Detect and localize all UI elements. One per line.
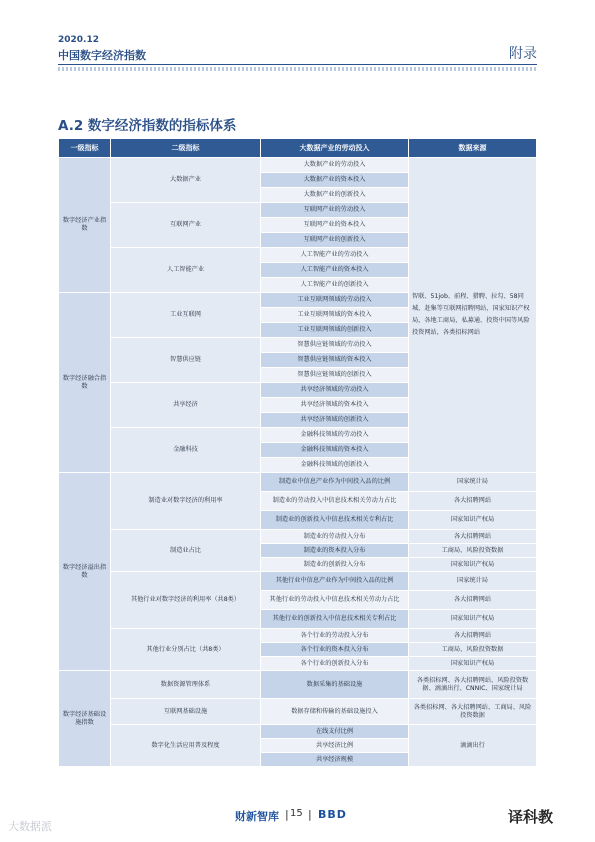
level2-cell: 其他行业分别占比（共8类） xyxy=(111,629,261,671)
level3-cell: 各个行业的创新投入分布 xyxy=(261,657,409,671)
level3-cell: 金融科技领域的劳动投入 xyxy=(261,428,409,443)
header-rule xyxy=(58,64,537,65)
level3-cell: 金融科技领域的资本投入 xyxy=(261,443,409,458)
level3-cell: 人工智能产业的创新投入 xyxy=(261,278,409,293)
level2-cell: 数字化生活应用普及程度 xyxy=(111,725,261,767)
source-cell: 国家统计局 xyxy=(409,572,537,591)
level3-cell: 大数据产业的资本投入 xyxy=(261,173,409,188)
level3-cell: 制造业的劳动投入分布 xyxy=(261,530,409,544)
level3-cell: 共享经济领域的创新投入 xyxy=(261,413,409,428)
level2-cell: 智慧供应链 xyxy=(111,338,261,383)
level3-cell: 金融科技领域的创新投入 xyxy=(261,458,409,473)
section-title: A.2 数字经济指数的指标体系 xyxy=(58,118,237,134)
level3-cell: 人工智能产业的劳动投入 xyxy=(261,248,409,263)
table-row xyxy=(59,699,537,725)
level2-cell: 金融科技 xyxy=(111,428,261,473)
level3-cell: 智慧供应链领域的资本投入 xyxy=(261,353,409,368)
source-cell: 国家知识产权局 xyxy=(409,511,537,530)
level3-cell: 其他行业中信息产业作为中间投入品的比例 xyxy=(261,572,409,591)
header-year: 2020.12 xyxy=(58,35,99,45)
level3-cell: 互联网产业的创新投入 xyxy=(261,233,409,248)
table-row xyxy=(59,725,537,739)
level3-cell: 智慧供应链领域的创新投入 xyxy=(261,368,409,383)
level1-cell: 数字经济溢出指数 xyxy=(59,473,111,671)
level1-cell: 数字经济融合指数 xyxy=(59,293,111,473)
source-cell: 国家知识产权局 xyxy=(409,610,537,629)
level3-cell: 共享经济领域的资本投入 xyxy=(261,398,409,413)
level3-cell: 制造业的创新投入中信息技术相关专利占比 xyxy=(261,511,409,530)
level3-cell: 制造业的创新投入分布 xyxy=(261,558,409,572)
source-cell: 各大招聘网站 xyxy=(409,530,537,544)
level2-cell: 制造业占比 xyxy=(111,530,261,572)
level3-cell: 制造业中信息产业作为中间投入品的比例 xyxy=(261,473,409,492)
level3-cell: 其他行业的劳动投入中信息技术相关劳动力占比 xyxy=(261,591,409,610)
level2-cell: 数据资源管理体系 xyxy=(111,671,261,699)
footer-brand: 财新智库 xyxy=(235,810,279,823)
table-row xyxy=(59,572,537,591)
level2-cell: 互联网产业 xyxy=(111,203,261,248)
watermark-left: 大数据派 xyxy=(8,820,52,833)
level3-cell: 其他行业的创新投入中信息技术相关专利占比 xyxy=(261,610,409,629)
level1-cell: 数字经济基础设施指数 xyxy=(59,671,111,767)
level3-cell: 制造业的劳动投入中信息技术相关劳动力占比 xyxy=(261,492,409,511)
table-row xyxy=(59,671,537,699)
level3-cell: 各个行业的劳动投入分布 xyxy=(261,629,409,643)
level3-cell: 工业互联网领域的资本投入 xyxy=(261,308,409,323)
level3-cell: 制造业的资本投入分布 xyxy=(261,544,409,558)
header-source: 数据来源 xyxy=(409,139,537,158)
source-cell: 国家统计局 xyxy=(409,473,537,492)
level3-cell: 互联网产业的资本投入 xyxy=(261,218,409,233)
source-cell: 各类招标网、各大招聘网站、风险投资数据、滴滴出行、CNNIC、国家统计局 xyxy=(409,671,537,699)
level3-cell: 数据采集的基础设施 xyxy=(261,671,409,699)
source-cell: 各类招标网、各大招聘网站、工商局、风险投资数据 xyxy=(409,699,537,725)
level3-cell: 在线支付比例 xyxy=(261,725,409,739)
table-row xyxy=(59,530,537,544)
level3-cell: 人工智能产业的资本投入 xyxy=(261,263,409,278)
watermark-right: 译科教 xyxy=(508,808,554,826)
table-row xyxy=(59,473,537,492)
level3-cell: 共享经济比例 xyxy=(261,739,409,753)
header-section-label: 附录 xyxy=(509,46,537,62)
footer-logo: BBD xyxy=(318,808,347,821)
level3-cell: 工业互联网领域的劳动投入 xyxy=(261,293,409,308)
level3-cell: 数据存储和传输的基础设施投入 xyxy=(261,699,409,725)
source-cell: 各大招聘网站 xyxy=(409,591,537,610)
page-number: 15 xyxy=(290,808,303,819)
footer-separator: | xyxy=(285,808,289,821)
level3-cell: 互联网产业的劳动投入 xyxy=(261,203,409,218)
source-cell: 各大招聘网站 xyxy=(409,629,537,643)
source-cell: 工商局、风险投资数据 xyxy=(409,643,537,657)
header-level3: 大数据产业的劳动投入 xyxy=(261,139,409,158)
level2-cell: 其他行业对数字经济的利用率（共8类） xyxy=(111,572,261,629)
level3-cell: 工业互联网领域的创新投入 xyxy=(261,323,409,338)
table-row xyxy=(59,158,537,173)
source-cell: 滴滴出行 xyxy=(409,725,537,767)
level3-cell: 智慧供应链领域的劳动投入 xyxy=(261,338,409,353)
header-level1: 一级指标 xyxy=(59,139,111,158)
source-cell: 工商局、风险投资数据 xyxy=(409,544,537,558)
table-row xyxy=(59,629,537,643)
footer-separator: | xyxy=(308,808,312,821)
level3-cell: 共享经济规模 xyxy=(261,753,409,767)
level3-cell: 各个行业的资本投入分布 xyxy=(261,643,409,657)
level1-cell: 数字经济产业指数 xyxy=(59,158,111,293)
source-cell: 国家知识产权局 xyxy=(409,558,537,572)
level2-cell: 人工智能产业 xyxy=(111,248,261,293)
source-cell: 国家知识产权局 xyxy=(409,657,537,671)
table-header-row xyxy=(59,139,537,158)
level2-cell: 互联网基础设施 xyxy=(111,699,261,725)
source-cell: 各大招聘网站 xyxy=(409,492,537,511)
level2-cell: 大数据产业 xyxy=(111,158,261,203)
level2-cell: 共享经济 xyxy=(111,383,261,428)
header-title: 中国数字经济指数 xyxy=(58,49,146,62)
level3-cell: 大数据产业的劳动投入 xyxy=(261,158,409,173)
header-dotted-rule xyxy=(58,67,537,71)
indicator-table xyxy=(58,138,537,767)
source-cell: 智联、51job、前程、猎聘、拉勾、58同城、赶集等互联网招聘网站，国家知识产权局，各地工商局，私募通、投资中国等风险投资网站，各类招标网站 xyxy=(409,158,537,473)
level3-cell: 共享经济领域的劳动投入 xyxy=(261,383,409,398)
header-level2: 二级指标 xyxy=(111,139,261,158)
level2-cell: 工业互联网 xyxy=(111,293,261,338)
level2-cell: 制造业对数字经济的利用率 xyxy=(111,473,261,530)
level3-cell: 大数据产业的创新投入 xyxy=(261,188,409,203)
